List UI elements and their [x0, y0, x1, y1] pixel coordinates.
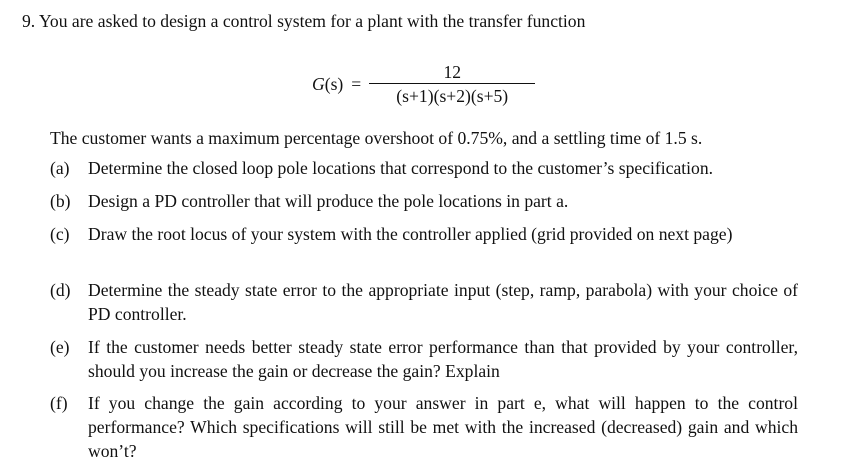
equation-lhs-function: G	[312, 74, 325, 94]
part-label: (e)	[50, 337, 70, 357]
part-label: (f)	[50, 393, 68, 413]
part-label: (b)	[50, 191, 71, 211]
equation-equals-sign: =	[351, 74, 362, 94]
part-f	[50, 391, 798, 463]
equation-fraction	[369, 62, 535, 107]
equation-lhs-argument: (s)	[324, 74, 344, 94]
part-text: Determine the closed loop pole locations that correspond to the customer’s specification.	[88, 158, 714, 178]
part-text: Determine the steady state error to the appropriate input (step, ramp, parabola) with your choice of PD controller.	[88, 280, 798, 324]
part-text: Draw the root locus of your system with the controller applied (grid provided on next page)	[88, 224, 733, 244]
part-label: (c)	[50, 224, 70, 244]
part-label: (a)	[50, 158, 70, 178]
part-text: Design a PD controller that will produce the pole locations in part a.	[88, 191, 569, 211]
question-number: 9.	[22, 11, 36, 31]
question-stem: You are asked to design a control system for a plant with the transfer function	[38, 11, 586, 31]
equation-denominator: (s+1)(s+2)(s+5)	[396, 85, 509, 106]
customer-specification: The customer wants a maximum percentage overshoot of 0.75%, and a settling time of 1.5 s.	[50, 128, 703, 148]
equation-numerator: 12	[443, 61, 462, 82]
part-label: (d)	[50, 280, 71, 300]
equation-lhs	[312, 72, 343, 96]
question-header	[22, 9, 842, 33]
part-b	[50, 189, 798, 213]
part-text: If you change the gain according to your answer in part e, what will happen to the control performance? Which specifications will still be met with the increased (decreased) gain and which won’t?	[88, 393, 798, 461]
part-e	[50, 335, 798, 383]
part-a	[50, 156, 798, 180]
part-d	[50, 278, 798, 326]
part-text: If the customer needs better steady state error performance than that provided by your controller, should you increase the gain or decrease the gain? Explain	[88, 337, 798, 381]
transfer-function-equation	[312, 58, 535, 110]
part-c	[50, 222, 798, 246]
